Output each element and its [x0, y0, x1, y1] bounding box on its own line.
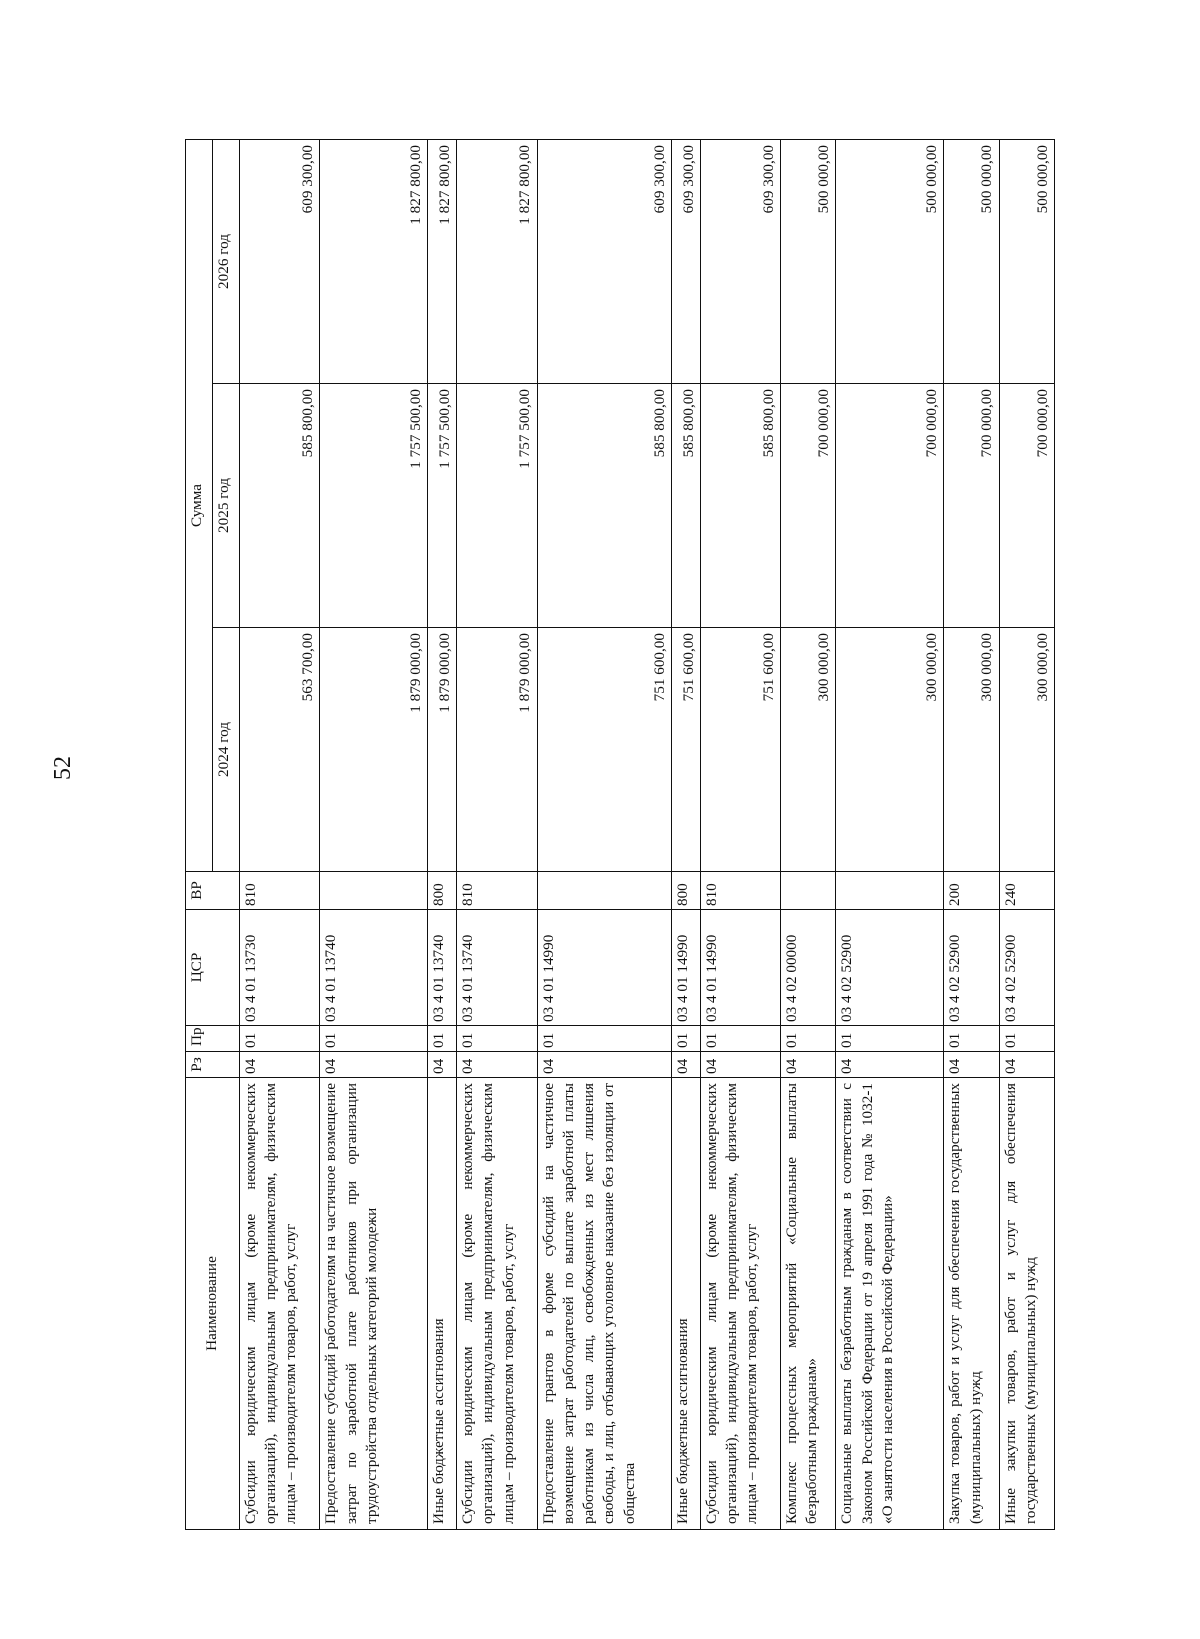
row-sum-2025: 585 800,00: [240, 384, 320, 628]
row-name: Иные бюджетные ассигнования: [672, 1078, 701, 1530]
row-sum-2026: 500 000,00: [781, 139, 836, 383]
table-row: [999, 139, 1054, 1529]
budget-table-container: [185, 140, 1055, 1530]
row-sum-2025: 1 757 500,00: [428, 384, 457, 628]
row-pr: 01: [537, 1026, 671, 1052]
row-sum-2026: 609 300,00: [240, 139, 320, 383]
header-vr: ВР: [186, 872, 240, 910]
row-csr: 03 4 01 14990: [700, 910, 780, 1026]
row-csr: 03 4 01 14990: [672, 910, 701, 1026]
row-sum-2024: 300 000,00: [999, 628, 1054, 872]
table-row: [944, 139, 999, 1529]
row-vr: 800: [672, 872, 701, 910]
row-sum-2025: 700 000,00: [836, 384, 944, 628]
row-name: Субсидии юридическим лицам (кроме некоммерческих организаций), индивидуальным предпринимателям, физическим лицам – производителям товаров, работ, услуг: [700, 1078, 780, 1530]
row-sum-2024: 300 000,00: [944, 628, 999, 872]
row-sum-2024: 751 600,00: [537, 628, 671, 872]
row-sum-2024: 300 000,00: [836, 628, 944, 872]
header-year-2024: 2024 год: [213, 628, 240, 872]
row-vr: 810: [700, 872, 780, 910]
header-summa: Сумма: [186, 139, 213, 871]
row-vr: 810: [240, 872, 320, 910]
row-sum-2026: 609 300,00: [700, 139, 780, 383]
row-pr: 01: [672, 1026, 701, 1052]
row-name: Комплекс процессных мероприятий «Социальные выплаты безработным гражданам»: [781, 1078, 836, 1530]
row-name: Социальные выплаты безработным гражданам в соответствии с Законом Российской Федерации от 19 апреля 1991 года № 1032-1 «О занятости населения в Российской Федерации»: [836, 1078, 944, 1530]
row-sum-2026: 609 300,00: [672, 139, 701, 383]
row-rz: 04: [240, 1052, 320, 1078]
header-pr: Пр: [186, 1026, 240, 1052]
row-rz: 04: [781, 1052, 836, 1078]
row-vr: [537, 872, 671, 910]
row-rz: 04: [700, 1052, 780, 1078]
row-name: Субсидии юридическим лицам (кроме некоммерческих организаций), индивидуальным предпринимателям, физическим лицам – производителям товаров, работ, услуг: [457, 1078, 537, 1530]
row-rz: 04: [537, 1052, 671, 1078]
budget-table: [185, 139, 1055, 1530]
row-rz: 04: [672, 1052, 701, 1078]
row-sum-2025: 700 000,00: [944, 384, 999, 628]
row-csr: 03 4 01 14990: [537, 910, 671, 1026]
row-vr: [781, 872, 836, 910]
row-rz: 04: [457, 1052, 537, 1078]
row-pr: 01: [428, 1026, 457, 1052]
header-csr: ЦСР: [186, 910, 240, 1026]
row-pr: 01: [320, 1026, 428, 1052]
row-csr: 03 4 01 13740: [428, 910, 457, 1026]
row-sum-2025: 1 757 500,00: [320, 384, 428, 628]
table-row: [836, 139, 944, 1529]
row-sum-2025: 1 757 500,00: [457, 384, 537, 628]
row-sum-2025: 700 000,00: [999, 384, 1054, 628]
row-sum-2025: 585 800,00: [672, 384, 701, 628]
header-name: Наименование: [186, 1078, 240, 1530]
row-pr: 01: [999, 1026, 1054, 1052]
header-rz: Рз: [186, 1052, 240, 1078]
row-csr: 03 4 02 52900: [999, 910, 1054, 1026]
row-vr: [320, 872, 428, 910]
row-rz: 04: [836, 1052, 944, 1078]
row-sum-2026: 1 827 800,00: [428, 139, 457, 383]
table-row: [672, 139, 701, 1529]
table-row: [240, 139, 320, 1529]
table-row: [428, 139, 457, 1529]
row-sum-2024: 1 879 000,00: [320, 628, 428, 872]
table-row: [537, 139, 671, 1529]
row-sum-2026: 500 000,00: [836, 139, 944, 383]
row-sum-2024: 1 879 000,00: [428, 628, 457, 872]
row-csr: 03 4 02 00000: [781, 910, 836, 1026]
row-rz: 04: [428, 1052, 457, 1078]
row-pr: 01: [781, 1026, 836, 1052]
row-sum-2025: 700 000,00: [781, 384, 836, 628]
row-vr: [836, 872, 944, 910]
row-pr: 01: [836, 1026, 944, 1052]
row-rz: 04: [944, 1052, 999, 1078]
row-sum-2026: 1 827 800,00: [320, 139, 428, 383]
row-name: Субсидии юридическим лицам (кроме некоммерческих организаций), индивидуальным предпринимателям, физическим лицам – производителям товаров, работ, услуг: [240, 1078, 320, 1530]
row-sum-2026: 1 827 800,00: [457, 139, 537, 383]
row-name: Предоставление субсидий работодателям на частичное возмещение затрат по заработной плате работников при организации трудоустройства отдельных категорий молодежи: [320, 1078, 428, 1530]
row-name: Иные закупки товаров, работ и услуг для обеспечения государственных (муниципальных) нужд: [999, 1078, 1054, 1530]
table-row: [320, 139, 428, 1529]
row-vr: 810: [457, 872, 537, 910]
row-vr: 240: [999, 872, 1054, 910]
page-number: 52: [50, 756, 76, 780]
table-row: [700, 139, 780, 1529]
row-name: Закупка товаров, работ и услуг для обеспечения государственных (муниципальных) нужд: [944, 1078, 999, 1530]
row-sum-2026: 500 000,00: [999, 139, 1054, 383]
row-csr: 03 4 01 13740: [320, 910, 428, 1026]
row-sum-2025: 585 800,00: [700, 384, 780, 628]
row-sum-2026: 609 300,00: [537, 139, 671, 383]
row-name: Предоставление грантов в форме субсидий на частичное возмещение затрат работодателей по выплате заработной платы работникам из числа лиц, освобожденных из мест лишения свободы, и лиц, отбывающих уголовное наказание без изоляции от общества: [537, 1078, 671, 1530]
row-pr: 01: [457, 1026, 537, 1052]
row-sum-2025: 585 800,00: [537, 384, 671, 628]
row-pr: 01: [700, 1026, 780, 1052]
row-pr: 01: [944, 1026, 999, 1052]
row-sum-2024: 1 879 000,00: [457, 628, 537, 872]
row-pr: 01: [240, 1026, 320, 1052]
table-row: [781, 139, 836, 1529]
row-csr: 03 4 01 13730: [240, 910, 320, 1026]
row-sum-2026: 500 000,00: [944, 139, 999, 383]
header-year-2026: 2026 год: [213, 139, 240, 383]
row-sum-2024: 300 000,00: [781, 628, 836, 872]
row-vr: 200: [944, 872, 999, 910]
row-csr: 03 4 02 52900: [836, 910, 944, 1026]
row-name: Иные бюджетные ассигнования: [428, 1078, 457, 1530]
row-sum-2024: 751 600,00: [672, 628, 701, 872]
row-sum-2024: 563 700,00: [240, 628, 320, 872]
row-csr: 03 4 01 13740: [457, 910, 537, 1026]
table-row: [457, 139, 537, 1529]
row-sum-2024: 751 600,00: [700, 628, 780, 872]
row-csr: 03 4 02 52900: [944, 910, 999, 1026]
header-year-2025: 2025 год: [213, 384, 240, 628]
row-rz: 04: [320, 1052, 428, 1078]
row-vr: 800: [428, 872, 457, 910]
row-rz: 04: [999, 1052, 1054, 1078]
